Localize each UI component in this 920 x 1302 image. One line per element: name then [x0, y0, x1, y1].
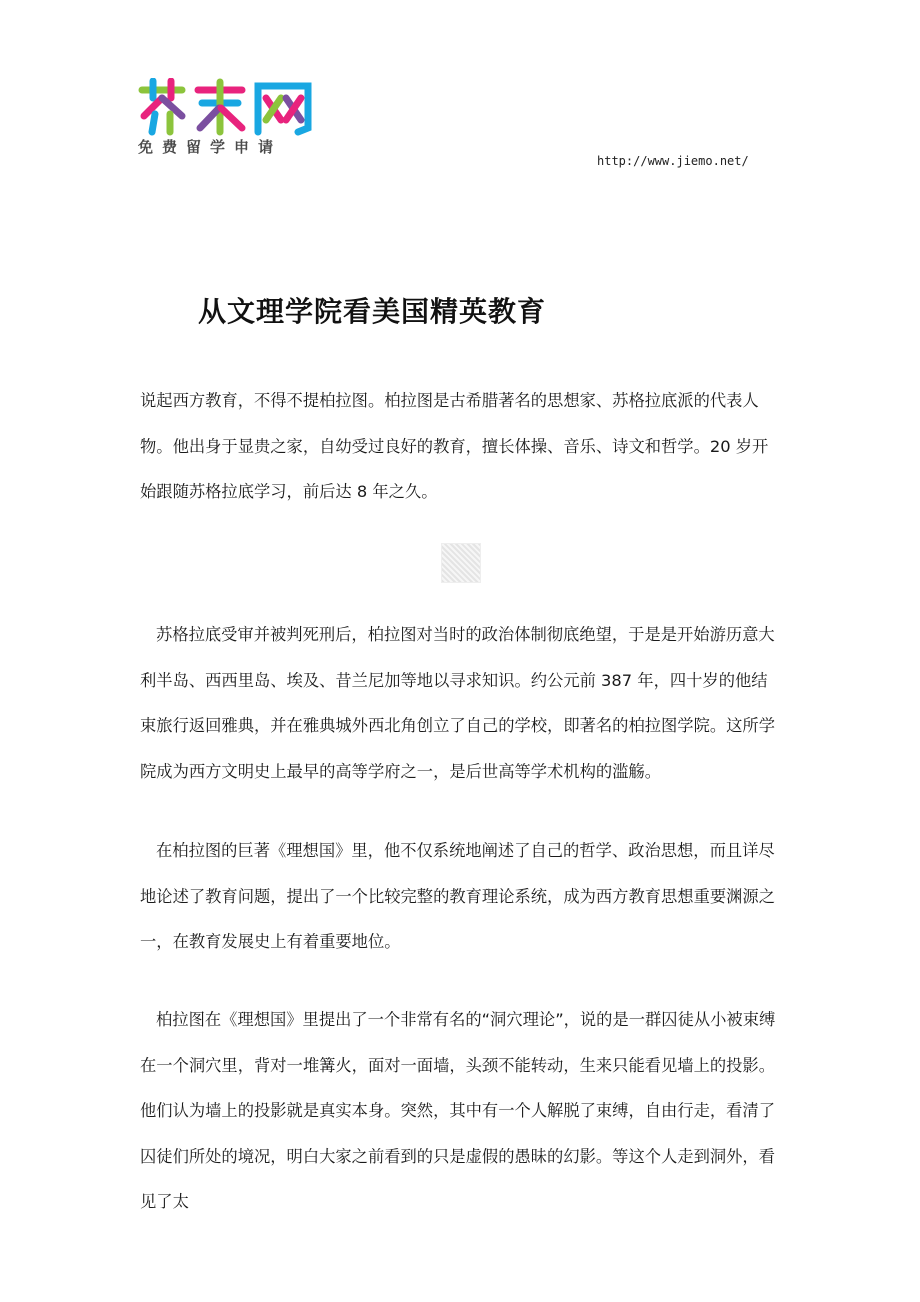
paragraph-3: 在柏拉图的巨著《理想国》里，他不仅系统地阐述了自己的哲学、政治思想，而且详尽地论述了教育问题，提出了一个比较完整的教育理论系统，成为西方教育思想重要渊源之一，在教育发展史上有着重要地位。 [140, 841, 775, 951]
paragraph-2: 苏格拉底受审并被判死刑后，柏拉图对当时的政治体制彻底绝望，于是是开始游历意大利半岛、西西里岛、埃及、昔兰尼加等地以寻求知识。约公元前 387 年，四十岁的他结束旅行返回雅典，并在雅典城外西北角创立了自己的学校，即著名的柏拉图学院。这所学院成为西方文明史上最早的高等学府之一，是后世高等学术机构的滥觞。 [140, 625, 775, 781]
site-logo[interactable] [138, 78, 318, 162]
logo-tagline: 免费留学申请 [138, 138, 283, 156]
inline-image-placeholder [441, 543, 481, 583]
article-title: 从文理学院看美国精英教育 [198, 295, 547, 328]
site-url[interactable]: http://www.jiemo.net/ [597, 154, 749, 168]
paragraph-1: 说起西方教育，不得不提柏拉图。柏拉图是古希腊著名的思想家、苏格拉底派的代表人物。他出身于显贵之家，自幼受过良好的教育，擅长体操、音乐、诗文和哲学。20 岁开始跟随苏格拉底学习，前后达 8 年之久。 [140, 391, 769, 501]
logo-mark [138, 78, 318, 136]
paragraph-4: 柏拉图在《理想国》里提出了一个非常有名的“洞穴理论”，说的是一群囚徒从小被束缚在一个洞穴里，背对一堆篝火，面对一面墙，头颈不能转动，生来只能看见墙上的投影。他们认为墙上的投影就是真实本身。突然，其中有一个人解脱了束缚，自由行走，看清了囚徒们所处的境况，明白大家之前看到的只是虚假的愚昧的幻影。等这个人走到洞外，看见了太 [140, 1010, 776, 1211]
